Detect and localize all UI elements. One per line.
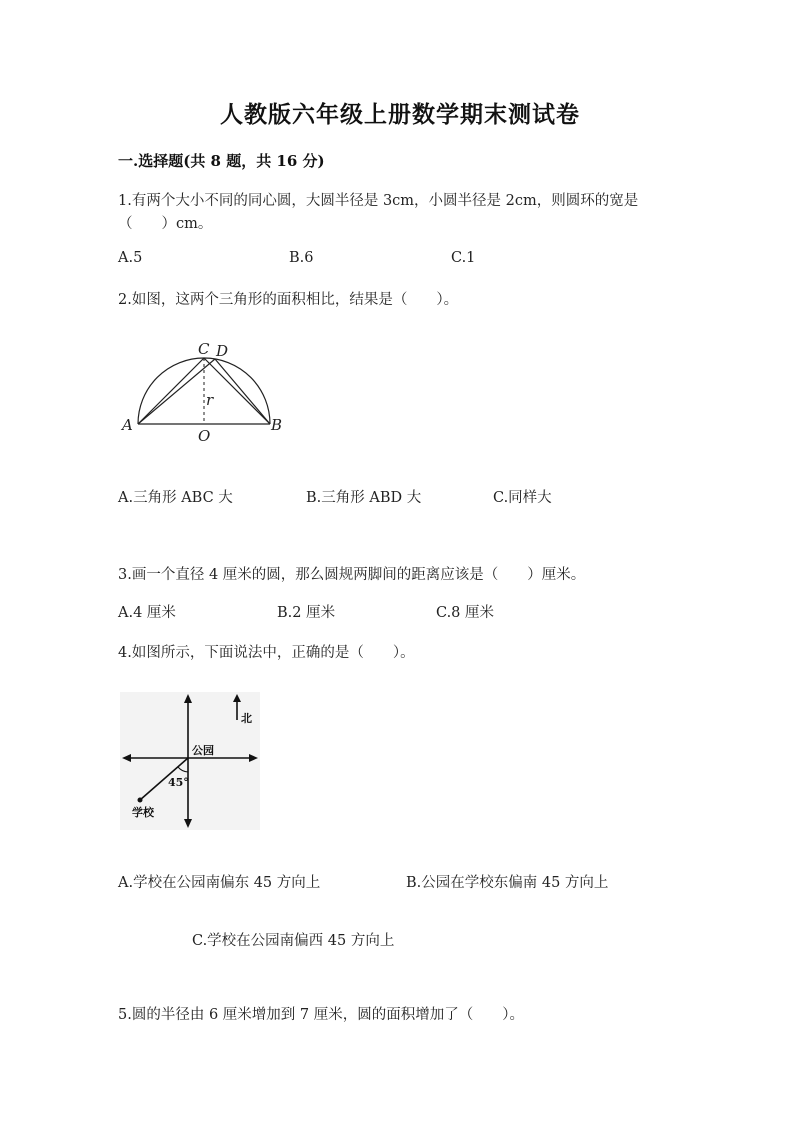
label-c: C	[198, 340, 210, 358]
question-3-option-c: C.8 厘米	[436, 605, 495, 621]
label-park: 公园	[192, 744, 214, 757]
question-3-option-b: B.2 厘米	[277, 605, 336, 621]
question-3-option-a: A.4 厘米	[118, 605, 176, 621]
segment-ad	[138, 359, 215, 424]
label-o: O	[198, 427, 211, 445]
question-4-option-b: B.公园在学校东偏南 45 方向上	[406, 875, 609, 891]
label-school: 学校	[132, 806, 154, 819]
label-r: r	[206, 391, 214, 409]
question-1-option-a: A.5	[118, 250, 143, 266]
question-1-stem-line1: 1.有两个大小不同的同心圆，大圆半径是 3cm，小圆半径是 2cm，则圆环的宽是	[118, 193, 639, 209]
question-5-stem: 5.圆的半径由 6 厘米增加到 7 厘米，圆的面积增加了（ ）。	[118, 1007, 524, 1023]
question-2-stem: 2.如图，这两个三角形的面积相比，结果是（ ）。	[118, 292, 459, 308]
question-2-option-c: C.同样大	[493, 490, 552, 506]
label-d: D	[216, 342, 229, 360]
compass-direction-figure	[120, 692, 260, 830]
question-2-option-b: B.三角形 ABD 大	[306, 490, 422, 506]
segment-ac	[138, 358, 204, 424]
question-3-stem: 3.画一个直径 4 厘米的圆，那么圆规两脚间的距离应该是（ ）厘米。	[118, 567, 586, 583]
page-title: 人教版六年级上册数学期末测试卷	[220, 101, 580, 128]
question-2-option-a: A.三角形 ABC 大	[118, 490, 233, 506]
label-north: 北	[241, 712, 252, 725]
question-4-option-a: A.学校在公园南偏东 45 方向上	[118, 875, 321, 891]
question-1-option-c: C.1	[451, 250, 476, 266]
question-4-stem: 4.如图所示，下面说法中，正确的是（ ）。	[118, 645, 415, 661]
label-angle: 45°	[168, 776, 189, 789]
segment-cb	[204, 358, 270, 424]
question-1-option-b: B.6	[289, 250, 314, 266]
section-heading: 一.选择题(共 8 题，共 16 分)	[118, 152, 325, 170]
semicircle-triangles-figure	[118, 338, 298, 448]
school-point	[138, 798, 143, 803]
question-1-stem-line2: （ ）cm。	[118, 216, 213, 232]
label-b: B	[271, 416, 283, 434]
label-a: A	[122, 416, 133, 434]
question-4-option-c: C.学校在公园南偏西 45 方向上	[192, 933, 395, 949]
